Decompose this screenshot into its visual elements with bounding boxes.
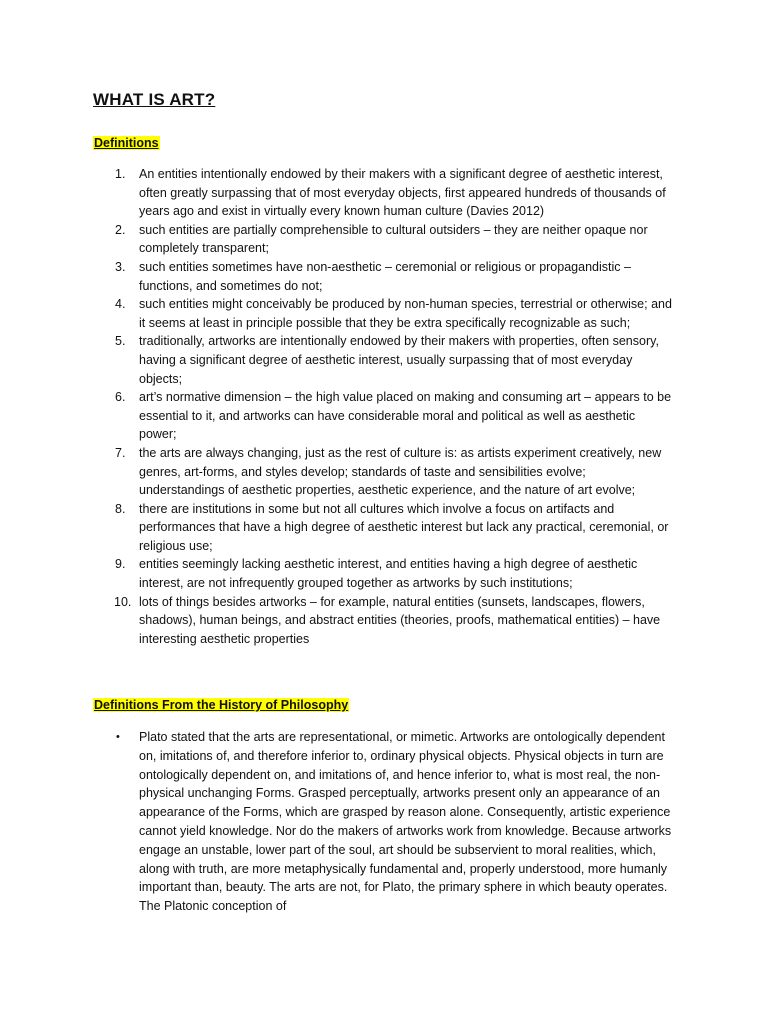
list-item (93, 593, 673, 649)
list-item (93, 728, 677, 916)
list-item-text: there are institutions in some but not all cultures which involve a focus on artifacts and performances that have a high degree of aesthetic interest but lack any practical, ceremonial, or religious use; (139, 501, 669, 553)
list-item-number: 1. (115, 167, 126, 181)
list-item (93, 295, 673, 332)
definitions-list (93, 165, 673, 648)
list-item-text: traditionally, artworks are intentionally endowed by their makers with properties, often sensory, having a significant degree of aesthetic interest, usually surpassing that of most everyday objects; (139, 334, 659, 386)
list-item-number: 6. (115, 390, 126, 405)
page-title: WHAT IS ART? (93, 90, 216, 109)
history-bullet-list (93, 728, 677, 916)
list-item-text: entities seemingly lacking aesthetic interest, and entities having a high degree of aesthetic interest, are not infrequently grouped together as artworks by such institutions; (139, 557, 638, 591)
list-item-text: the arts are always changing, just as the rest of culture is: as artists experiment creatively, new genres, art-forms, and styles develop; standards of taste and sensibilities evolve; understandings of aesthetic properties, aesthetic experience, and the nature of art evolve; (139, 445, 662, 498)
bullet-icon: • (116, 731, 120, 743)
highlighted-heading-text: Definitions (94, 136, 159, 150)
highlighted-heading-text: Definitions From the History of Philosophy (94, 698, 349, 712)
list-item-number: 7. (115, 445, 126, 460)
list-item (93, 555, 673, 592)
list-item-text: lots of things besides artworks – for example, natural entities (sunsets, landscapes, flowers, shadows), human beings, and abstract entities (theories, proofs, mathematical entities) – have interesting aesthetic properties (139, 594, 661, 646)
list-item-number: 5. (115, 334, 126, 349)
list-item (93, 165, 673, 221)
section-heading-definitions (93, 136, 160, 150)
list-item-number: 8. (115, 501, 126, 516)
list-item-text: Plato stated that the arts are representational, or mimetic. Artworks are ontologically dependent on, imitations of, and therefore inferior to, ordinary physical objects. Physical objects in turn are ontologically dependent on, and imitations of, and hence inferior to, what is most real, the non-physical unchanging Forms. Grasped perceptually, artworks present only an appearance of an appearance of the Forms, which are grasped by reason alone. Consequently, artistic experience cannot yield knowledge. Nor do the makers of artworks work from knowledge. Because artworks engage an unstable, lower part of the soul, art should be subservient to moral realities, which, along with truth, are more metaphysically fundamental and, properly understood, more humanly important than, beauty. The arts are not, for Plato, the primary sphere in which beauty operates. The Platonic conception of (139, 730, 672, 914)
list-item-text: such entities might conceivably be produced by non-human species, terrestrial or otherwise; and it seems at least in principle possible that they be extra specifically recognizable as such; (139, 297, 672, 330)
list-item (93, 444, 673, 500)
list-item-text: art’s normative dimension – the high value placed on making and consuming art – appears to be essential to it, and artworks can have considerable moral and political as well as aesthetic power; (139, 390, 672, 442)
list-item-text: An entities intentionally endowed by their makers with a significant degree of aesthetic interest, often greatly surpassing that of most everyday objects, first appeared hundreds of thousands of years ago and exist in virtually every known human culture (Davies 2012) (139, 167, 666, 219)
list-item (93, 221, 673, 258)
list-item-number: 10. (114, 594, 132, 609)
list-item-number: 9. (115, 557, 126, 572)
section-heading-history (93, 698, 349, 712)
list-item-text: such entities are partially comprehensible to cultural outsiders – they are neither opaque nor completely transparent; (139, 222, 648, 256)
list-item (93, 388, 673, 444)
list-item-number: 4. (115, 297, 126, 312)
list-item (93, 332, 673, 388)
list-item (93, 500, 673, 556)
list-item-number: 3. (115, 259, 126, 274)
list-item-number: 2. (115, 222, 126, 237)
list-item-text: such entities sometimes have non-aesthetic – ceremonial or religious or propagandistic – functions, and sometimes do not; (139, 259, 631, 293)
list-item (93, 258, 673, 295)
